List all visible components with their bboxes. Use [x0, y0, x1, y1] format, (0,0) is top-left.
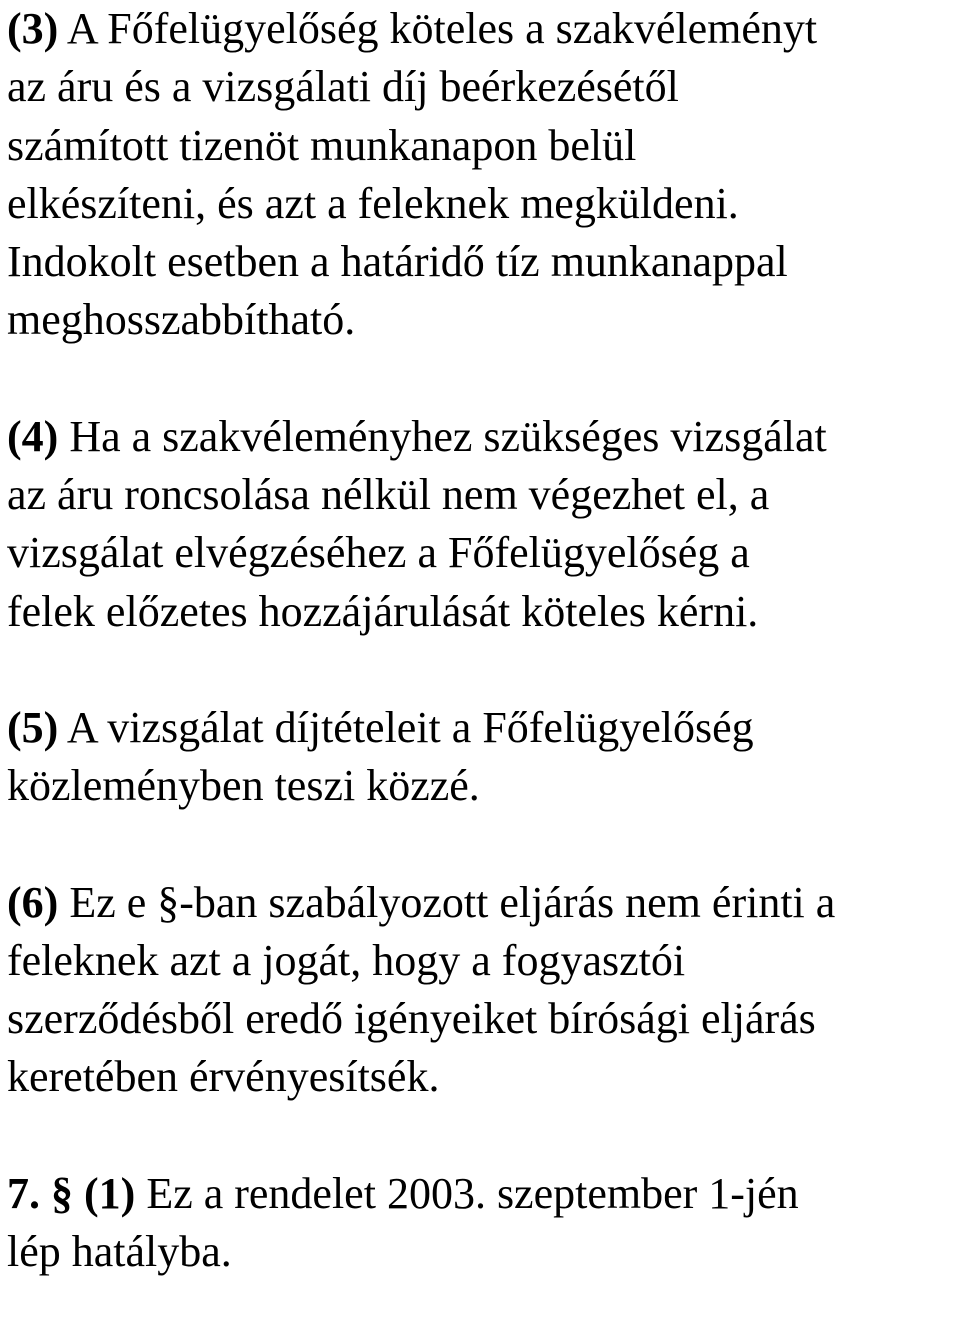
paragraph-spacer	[7, 641, 957, 699]
paragraph-line: elkészíteni, és azt a feleknek megküldeni.	[7, 178, 739, 228]
paragraph-4	[7, 408, 957, 641]
document-page	[7, 0, 957, 1281]
paragraph-6	[7, 874, 957, 1107]
paragraph-line: számított tizenöt munkanapon belül	[7, 120, 637, 170]
paragraph-line: lép hatályba.	[7, 1227, 232, 1277]
paragraph-3	[7, 0, 957, 350]
paragraph-line: keretében érvényesítsék.	[7, 1052, 440, 1102]
section-7-paragraph-1	[7, 1165, 957, 1282]
paragraph-5	[7, 699, 957, 816]
paragraph-line: felek előzetes hozzájárulását köteles kérni.	[7, 586, 759, 636]
paragraph-spacer	[7, 816, 957, 874]
paragraph-line: vizsgálat elvégzéséhez a Főfelügyelőség a	[7, 528, 750, 578]
paragraph-line: feleknek azt a jogát, hogy a fogyasztói	[7, 935, 686, 985]
paragraph-line: (4) Ha a szakvéleményhez szükséges vizsgálat	[7, 411, 827, 461]
paragraph-line: az áru és a vizsgálati díj beérkezésétől	[7, 62, 679, 112]
paragraph-spacer	[7, 1107, 957, 1165]
paragraph-line: szerződésből eredő igényeiket bírósági eljárás	[7, 994, 816, 1044]
paragraph-line: az áru roncsolása nélkül nem végezhet el, a	[7, 470, 770, 520]
paragraph-number: (5)	[7, 702, 59, 752]
paragraph-line: Indokolt esetben a határidő tíz munkanappal	[7, 237, 788, 287]
section-number: 7. § (1)	[7, 1168, 136, 1218]
paragraph-line: meghosszabbítható.	[7, 295, 356, 345]
paragraph-number: (4)	[7, 411, 59, 461]
paragraph-line: közleményben teszi közzé.	[7, 761, 480, 811]
paragraph-line: (3) A Főfelügyelőség köteles a szakvéleményt	[7, 4, 818, 53]
paragraph-line: 7. § (1) Ez a rendelet 2003. szeptember 1-jén	[7, 1168, 799, 1218]
paragraph-spacer	[7, 350, 957, 408]
paragraph-line: (6) Ez e §-ban szabályozott eljárás nem érinti a	[7, 877, 836, 927]
paragraph-line: (5) A vizsgálat díjtételeit a Főfelügyelőség	[7, 702, 754, 752]
paragraph-number: (6)	[7, 877, 59, 927]
paragraph-number: (3)	[7, 4, 59, 53]
